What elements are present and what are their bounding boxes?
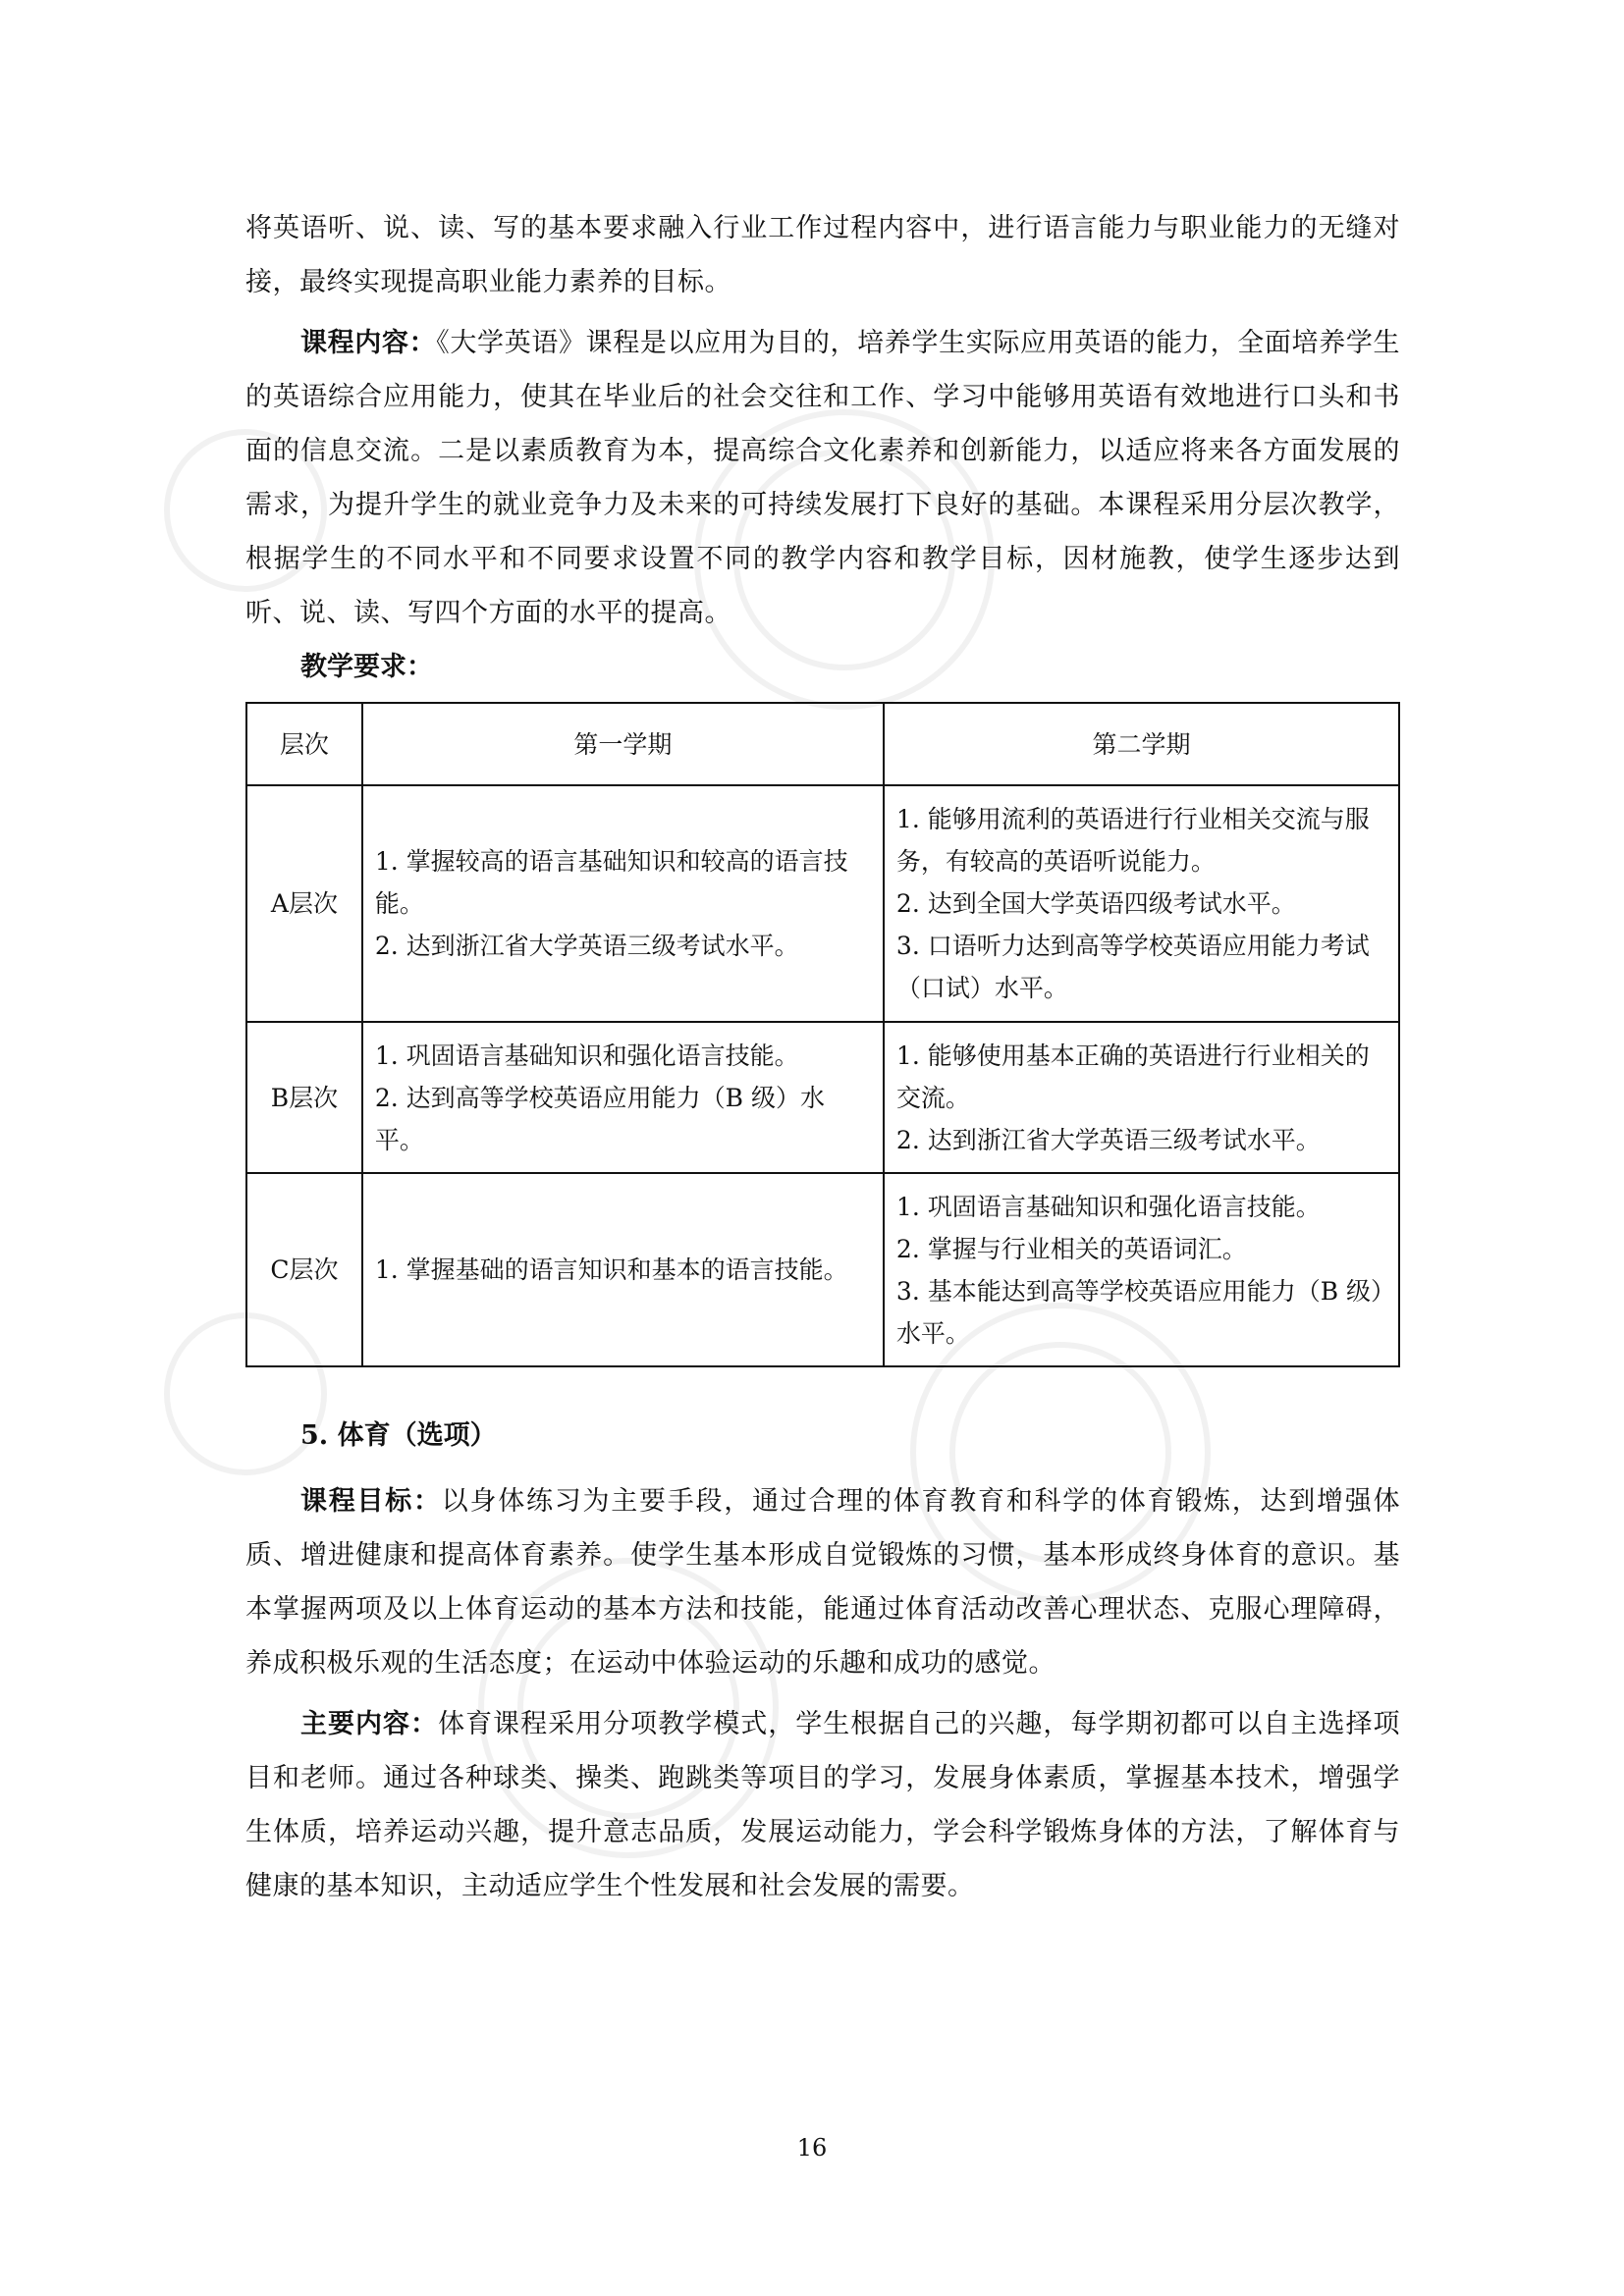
table-header-row [246,703,1399,785]
paragraph-course-content [245,316,1400,640]
paragraph-course-goal [245,1474,1400,1690]
cell-line: 2. 达到全国大学英语四级考试水平。 [895,889,1296,918]
spacer [245,1463,1400,1474]
paragraph-lead: 课程目标： [300,1486,442,1517]
table-cell-term1 [362,1022,884,1173]
page-number: 16 [796,2134,828,2162]
paragraph-lead: 课程内容： [300,328,437,358]
table-row [246,785,1399,1022]
cell-line: 2. 掌握与行业相关的英语词汇。 [895,1234,1247,1263]
cell-line: 1. 巩固语言基础知识和强化语言技能。 [374,1041,799,1070]
table-cell-term2 [884,1022,1399,1173]
cell-line: 3. 基本能达到高等学校英语应用能力（B 级）水平。 [895,1276,1383,1348]
cell-line: 1. 巩固语言基础知识和强化语言技能。 [895,1192,1321,1221]
table-cell-level: A层次 [246,785,362,1022]
requirements-table [245,702,1400,1367]
paragraph-main-content [245,1697,1400,1913]
paragraph-lead: 主要内容： [300,1709,439,1739]
table-cell-level: B层次 [246,1022,362,1173]
table-row [246,1173,1399,1366]
cell-line: 2. 达到浙江省大学英语三级考试水平。 [374,932,799,960]
table-cell-term1 [362,785,884,1022]
paragraph-text: 《大学英语》课程是以应用为目的，培养学生实际应用英语的能力，全面培养学生的英语综合应用能力，使其在毕业后的社会交往和工作、学习中能够用英语有效地进行口头和书面的信息交流。二是以素质教育为本，提高综合文化素养和创新能力，以适应将来各方面发展的需求，为提升学生的就业竞争力及未来的可持续发展打下良好的基础。本课程采用分层次教学，根据学生的不同水平和不同要求设置不同的教学内容和教学目标，因材施教，使学生逐步达到听、说、读、写四个方面的水平的提高。 [245,328,1400,628]
spacer [245,1367,1400,1409]
table-header-cell: 第一学期 [362,703,884,785]
table-cell-term2 [884,785,1399,1022]
table-caption: 教学要求： [300,652,433,682]
cell-line: 1. 掌握较高的语言基础知识和较高的语言技能。 [374,847,848,918]
cell-line: 3. 口语听力达到高等学校英语应用能力考试（口试）水平。 [895,932,1370,1002]
paragraph-text: 体育课程采用分项教学模式，学生根据自己的兴趣，每学期初都可以自主选择项目和老师。通过各种球类、操类、跑跳类等项目的学习，发展身体素质，掌握基本技术，增强学生体质，培养运动兴趣，提升意志品质，发展运动能力，学会科学锻炼身体的方法，了解体育与健康的基本知识，主动适应学生个性发展和社会发展的需要。 [245,1709,1401,1901]
table-header-cell: 第二学期 [884,703,1399,785]
cell-line: 2. 达到高等学校英语应用能力（B 级）水平。 [374,1083,825,1154]
cell-line: 1. 能够使用基本正确的英语进行行业相关的交流。 [895,1041,1370,1112]
cell-line: 2. 达到浙江省大学英语三级考试水平。 [895,1125,1321,1154]
paragraph-intro [245,201,1400,309]
paragraph-text: 以身体练习为主要手段，通过合理的体育教育和科学的体育锻炼，达到增强体质、增进健康和提高体育素养。使学生基本形成自觉锻炼的习惯，基本形成终身体育的意识。基本掌握两项及以上体育运动的基本方法和技能，能通过体育活动改善心理状态、克服心理障碍，养成积极乐观的生活态度；在运动中体验运动的乐趣和成功的感觉。 [245,1486,1400,1679]
cell-line: 1. 能够用流利的英语进行行业相关交流与服务，有较高的英语听说能力。 [895,805,1370,876]
paragraph-text: 将英语听、说、读、写的基本要求融入行业工作过程内容中，进行语言能力与职业能力的无缝对接，最终实现提高职业能力素养的目标。 [245,213,1400,297]
table-header-cell: 层次 [246,703,362,785]
table-cell-level: C层次 [246,1173,362,1366]
page-content [245,201,1400,1913]
table-cell-term2 [884,1173,1399,1366]
cell-line: 1. 掌握基础的语言知识和基本的语言技能。 [374,1255,848,1284]
table-cell-term1 [362,1173,884,1366]
section-heading: 5. 体育（选项） [300,1420,497,1451]
table-row [246,1022,1399,1173]
